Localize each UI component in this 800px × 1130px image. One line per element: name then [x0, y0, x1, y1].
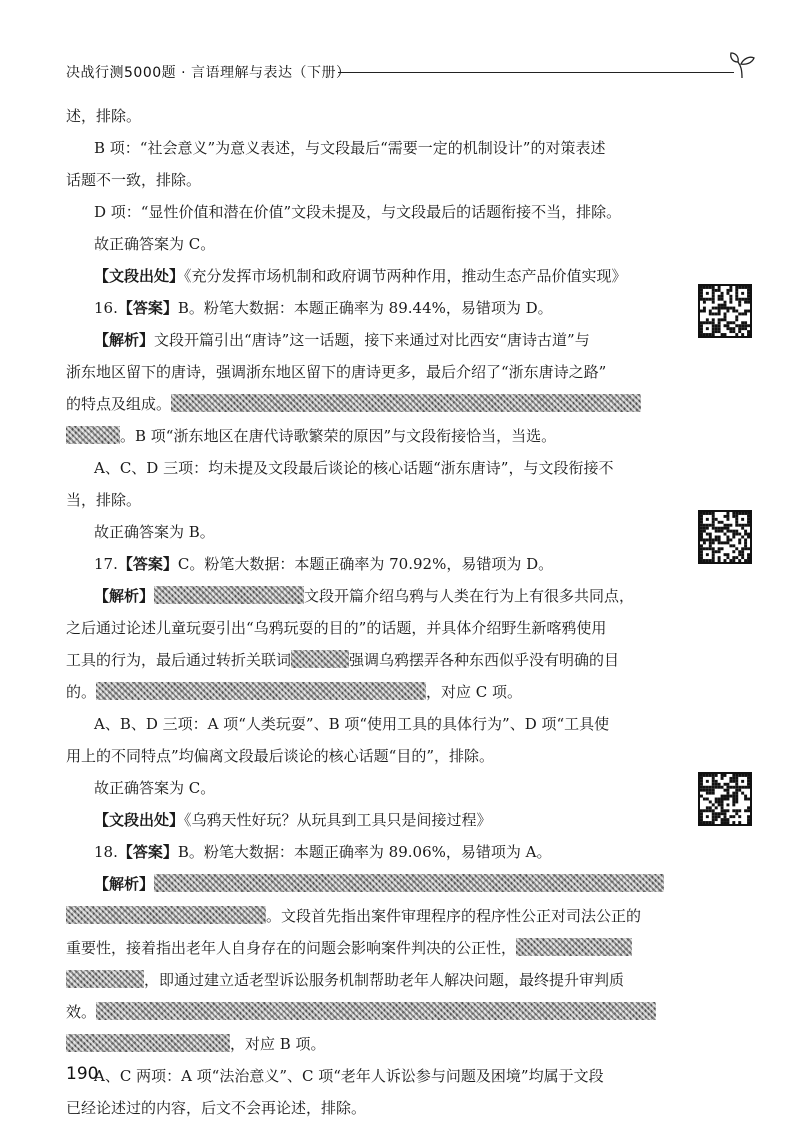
source-line: 【文段出处】《乌鸦天性好玩？从玩具到工具只是间接过程》 [94, 811, 492, 829]
answer-line-17: 17.【答案】C。粉笔大数据：本题正确率为 70.92%，易错项为 D。 [94, 555, 554, 573]
qr-code-icon[interactable] [698, 284, 752, 338]
text-line: 。文段首先指出案件审理程序的程序性公正对司法公正的 [66, 900, 676, 932]
text-line: A、C 两项：A 项“法治意义”、C 项“老年人诉讼参与问题及困境”均属于文段 [94, 1067, 604, 1085]
header-title: 决战行测5000题 · 言语理解与表达（下册） [66, 65, 351, 81]
qr-code-icon[interactable] [698, 772, 752, 826]
scrambled-text [66, 426, 120, 444]
text-line: 话题不一致，排除。 [66, 171, 202, 189]
text-line: 当，排除。 [66, 491, 142, 509]
text-line: 故正确答案为 C。 [94, 235, 216, 253]
scrambled-text [154, 586, 304, 604]
text-line: 工具的行为，最后通过转折关联词 强调乌鸦摆弄各种东西似乎没有明确的目 [66, 651, 620, 669]
scrambled-text [66, 906, 266, 924]
text-line: B 项：“社会意义”为意义表述，与文段最后“需要一定的机制设计”的对策表述 [94, 139, 606, 157]
text-line: 述，排除。 [66, 107, 142, 125]
text-line: 之后通过论述儿童玩耍引出“乌鸦玩耍的目的”的话题，并具体介绍野生新喀鸦使用 [66, 619, 607, 637]
scrambled-text [96, 1002, 656, 1020]
text-line: 的。 ，对应 C 项。 [66, 683, 523, 701]
analysis-line: 【解析】 [66, 868, 676, 900]
scrambled-text [171, 394, 641, 412]
text-line: 效。 [66, 996, 676, 1028]
analysis-line: 【解析】 文段开篇介绍乌鸦与人类在行为上有很多共同点， [94, 587, 635, 605]
text-line: 故正确答案为 C。 [94, 779, 216, 797]
scrambled-text [291, 650, 349, 668]
scrambled-text [66, 1034, 230, 1052]
text-line: A、B、D 三项：A 项“人类玩耍”、B 项“使用工具的具体行为”、D 项“工具使 [94, 715, 610, 733]
text-line: 重要性，接着指出老年人自身存在的问题会影响案件判决的公正性， [66, 932, 676, 964]
text-line: 故正确答案为 B。 [94, 523, 215, 541]
qr-code-icon[interactable] [698, 510, 752, 564]
analysis-line: 【解析】文段开篇引出“唐诗”这一话题，接下来通过对比西安“唐诗古道”与 [94, 331, 590, 349]
text-line: 用上的不同特点”均偏离文段最后谈论的核心话题“目的”，排除。 [66, 747, 495, 765]
page-body [66, 100, 676, 1124]
running-header [66, 58, 756, 88]
answer-line-18: 18.【答案】B。粉笔大数据：本题正确率为 89.06%，易错项为 A。 [94, 843, 552, 861]
scrambled-text [66, 970, 144, 988]
page-number: 190 [66, 1064, 99, 1084]
text-line: 。B 项“浙东地区在唐代诗歌繁荣的原因”与文段衔接恰当，当选。 [66, 420, 676, 452]
text-line: 的特点及组成。 [66, 388, 676, 420]
header-rule [338, 72, 734, 73]
text-line: 浙东地区留下的唐诗，强调浙东地区留下的唐诗更多，最后介绍了“浙东唐诗之路” [66, 363, 607, 381]
text-line: A、C、D 三项：均未提及文段最后谈论的核心话题“浙东唐诗”，与文段衔接不 [94, 459, 614, 477]
text-line: ，即通过建立适老型诉讼服务机制帮助老年人解决问题，最终提升审判质 [66, 964, 676, 996]
answer-line-16: 16.【答案】B。粉笔大数据：本题正确率为 89.44%，易错项为 D。 [94, 299, 553, 317]
sprout-icon [728, 50, 756, 80]
scrambled-text [96, 682, 426, 700]
text-line: 已经论述过的内容，后文不会再论述，排除。 [66, 1099, 367, 1117]
text-line: ，对应 B 项。 [66, 1028, 676, 1060]
scrambled-text [516, 938, 632, 956]
text-line: D 项：“显性价值和潜在价值”文段未提及，与文段最后的话题衔接不当，排除。 [94, 203, 622, 221]
source-line: 【文段出处】《充分发挥市场机制和政府调节两种作用，推动生态产品价值实现》 [94, 267, 627, 285]
scrambled-text [154, 874, 664, 892]
